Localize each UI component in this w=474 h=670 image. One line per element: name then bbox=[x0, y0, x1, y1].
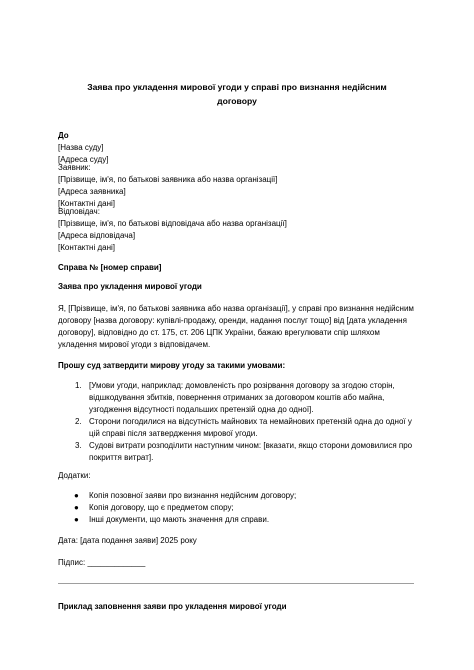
addressee-block bbox=[58, 130, 418, 166]
attachments-list bbox=[58, 490, 420, 526]
request-heading: Прошу суд затвердити мирову угоду за такими умовами: bbox=[58, 361, 286, 370]
term-number: 3. bbox=[75, 441, 82, 450]
applicant-contacts: [Контактні дані] bbox=[58, 199, 115, 208]
applicant-address: [Адреса заявника] bbox=[58, 187, 126, 196]
bullet-icon: ● bbox=[74, 515, 79, 524]
signature-line: Підпис: _____________ bbox=[58, 558, 146, 567]
applicant-block bbox=[58, 162, 418, 210]
case-number: Справа № [номер справи] bbox=[58, 263, 162, 272]
bullet-icon: ● bbox=[74, 491, 79, 500]
court-address: [Адреса суду] bbox=[58, 155, 109, 164]
term-text: [Умови угоди, наприклад: домовленість про розірвання договору за згодою сторін, відшкодування збитків, повернення отриманих за договором коштів або майна, узгодження відсутності подальших претензій одна до одної]. bbox=[89, 381, 395, 414]
attachment-text: Копія позовної заяви про визнання недійсним договору; bbox=[89, 491, 297, 500]
respondent-name: [Прізвище, ім'я, по батькові відповідача або назва організації] bbox=[58, 219, 287, 228]
attachments-label: Додатки: bbox=[58, 471, 91, 480]
term-item bbox=[58, 440, 420, 464]
applicant-label: Заявник: bbox=[58, 163, 91, 172]
term-text: Сторони погодилися на відсутність майнових та немайнових претензій одна до одної у цій справі після затвердження мирової угоди. bbox=[89, 417, 412, 438]
attachment-text: Копія договору, що є предметом спору; bbox=[89, 503, 234, 512]
subject-heading: Заява про укладення мирової угоди bbox=[58, 282, 202, 291]
attachment-text: Інші документи, що мають значення для справи. bbox=[89, 515, 270, 524]
respondent-contacts: [Контактні дані] bbox=[58, 243, 115, 252]
divider bbox=[58, 583, 414, 584]
document-title: Заява про укладення мирової угоди у справі про визнання недійсним договору bbox=[87, 82, 387, 106]
term-number: 1. bbox=[75, 381, 82, 390]
term-number: 2. bbox=[75, 417, 82, 426]
term-item bbox=[58, 416, 420, 440]
date-line: Дата: [дата подання заяви] 2025 року bbox=[58, 536, 197, 545]
respondent-label: Відповідач: bbox=[58, 207, 100, 216]
court-name: [Назва суду] bbox=[58, 143, 104, 152]
term-item bbox=[58, 380, 420, 416]
body-paragraph: Я, [Прізвище, ім'я, по батькові заявника або назва організації], у справі про визнання недійсним договору [назва договору: купівлі-продажу, оренди, надання послуг тощо] від [дата укладення договору], відповідно до ст. 175, ст. 206 ЦПК України, бажаю врегулювати спір шляхом укладення мирової угоди з відповідачем. bbox=[58, 304, 414, 349]
applicant-name: [Прізвище, ім'я, по батькові заявника або назва організації] bbox=[58, 175, 278, 184]
example-heading: Приклад заповнення заяви про укладення мирової угоди bbox=[58, 602, 287, 611]
respondent-block bbox=[58, 206, 418, 254]
term-text: Судові витрати розподілити наступним чином: [вказати, якщо сторони домовилися про покриття витрат]. bbox=[89, 441, 413, 462]
attachment-item bbox=[58, 490, 420, 502]
bullet-icon: ● bbox=[74, 503, 79, 512]
respondent-address: [Адреса відповідача] bbox=[58, 231, 136, 240]
attachment-item bbox=[58, 514, 420, 526]
terms-list bbox=[58, 380, 420, 464]
attachment-item bbox=[58, 502, 420, 514]
to-label: До bbox=[58, 131, 69, 140]
